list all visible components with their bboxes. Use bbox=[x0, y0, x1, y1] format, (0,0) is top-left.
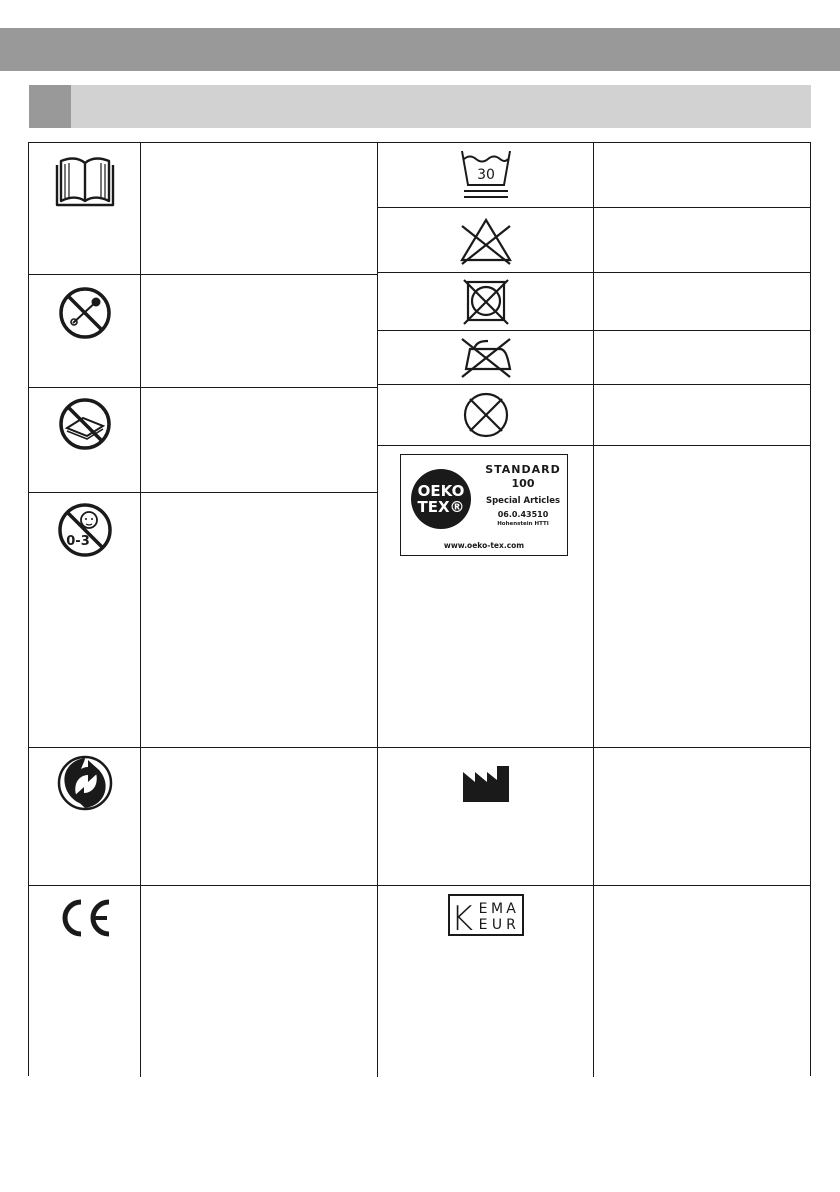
symbol-cell-no-iron bbox=[378, 331, 594, 385]
keur-letter-e: E bbox=[478, 917, 487, 933]
description-cell-10 bbox=[594, 331, 810, 385]
kema-letter-a: A bbox=[505, 901, 516, 917]
oeko-product-class: Special Articles bbox=[485, 496, 561, 506]
wash-temperature-label: 30 bbox=[476, 167, 495, 183]
ce-mark-icon bbox=[55, 898, 115, 938]
oeko-standard-title: STANDARD bbox=[485, 463, 561, 476]
symbol-cell-kema-keur bbox=[378, 886, 594, 1077]
not-for-children-0-3-icon bbox=[56, 501, 114, 559]
green-dot-recycling-icon bbox=[56, 754, 114, 812]
do-not-dry-clean-icon bbox=[459, 389, 513, 441]
symbol-cell-do-not-fold bbox=[29, 388, 141, 493]
symbol-cell-ce-mark bbox=[29, 886, 141, 1077]
do-not-tumble-dry-icon bbox=[459, 276, 513, 328]
symbol-cell-no-tumble-dry bbox=[378, 273, 594, 331]
do-not-bleach-icon bbox=[456, 216, 516, 266]
description-cell-11 bbox=[594, 385, 810, 446]
description-cell-12 bbox=[594, 446, 810, 748]
description-cell-2 bbox=[141, 275, 378, 388]
description-cell-4 bbox=[141, 493, 378, 748]
symbol-table bbox=[28, 142, 811, 1076]
no-pins-icon bbox=[57, 285, 113, 341]
section-header-bar bbox=[29, 85, 811, 128]
wash-30-gentle-icon bbox=[456, 147, 516, 203]
do-not-fold-icon bbox=[57, 396, 113, 452]
manufacturer-icon bbox=[461, 764, 511, 804]
keur-letter-r: R bbox=[505, 917, 516, 933]
symbol-cell-green-dot bbox=[29, 748, 141, 886]
kema-letter-k: K bbox=[450, 899, 473, 938]
oeko-standard-number: 100 bbox=[511, 477, 535, 490]
description-cell-7 bbox=[594, 143, 810, 208]
description-cell-14 bbox=[594, 886, 810, 1077]
description-cell-13 bbox=[594, 748, 810, 886]
description-cell-5 bbox=[141, 748, 378, 886]
symbol-cell-manufacturer bbox=[378, 748, 594, 886]
oeko-tex-logo bbox=[411, 469, 471, 529]
symbol-cell-no-dry-clean bbox=[378, 385, 594, 446]
age-range-label: 0-3 bbox=[65, 534, 90, 549]
symbol-cell-read-instructions bbox=[29, 143, 141, 275]
chapter-header-bar bbox=[0, 28, 840, 71]
section-marker bbox=[29, 85, 71, 128]
description-cell-8 bbox=[594, 208, 810, 273]
oeko-tex-label bbox=[400, 454, 568, 556]
kema-letter-m: M bbox=[490, 901, 503, 917]
description-cell-1 bbox=[141, 143, 378, 275]
oeko-institute: Hohenstein HTTI bbox=[497, 521, 549, 527]
symbol-cell-no-pins bbox=[29, 275, 141, 388]
description-cell-3 bbox=[141, 388, 378, 493]
symbol-cell-no-bleach bbox=[378, 208, 594, 273]
symbol-cell-not-for-children bbox=[29, 493, 141, 748]
symbol-cell-wash-30 bbox=[378, 143, 594, 208]
oeko-brand-line-2: TEX® bbox=[417, 498, 465, 516]
symbol-cell-oeko-tex bbox=[378, 446, 594, 748]
kema-letter-e: E bbox=[478, 901, 487, 917]
do-not-iron-icon bbox=[456, 335, 516, 381]
description-cell-9 bbox=[594, 273, 810, 331]
oeko-brand-line-1: OEKO bbox=[417, 482, 465, 500]
oeko-website: www.oeko-tex.com bbox=[443, 541, 525, 550]
description-cell-6 bbox=[141, 886, 378, 1077]
keur-letter-u: U bbox=[491, 917, 502, 933]
kema-keur-icon bbox=[446, 892, 526, 938]
oeko-standard-block bbox=[481, 463, 565, 528]
read-instructions-icon bbox=[53, 155, 117, 211]
oeko-certificate-number: 06.0.43510 bbox=[497, 510, 549, 519]
